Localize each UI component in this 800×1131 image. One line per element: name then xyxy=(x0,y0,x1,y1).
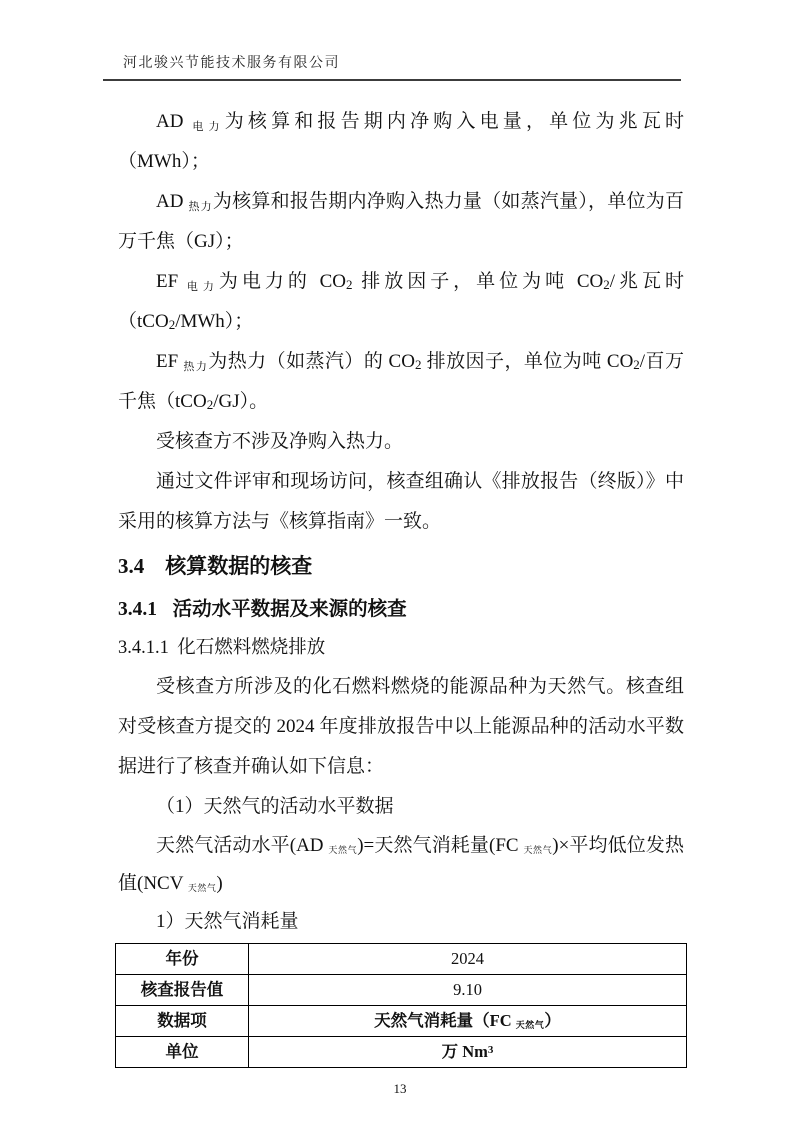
paragraph-method-confirm: 通过文件评审和现场访问，核查组确认《排放报告（终版）》中采用的核算方法与《核算指南》一致。 xyxy=(118,471,684,532)
text-segment: 为电力的 CO xyxy=(218,271,346,292)
paragraph-ad-heat xyxy=(118,182,684,262)
heading-number: 3.4 xyxy=(118,554,145,578)
text-segment: AD xyxy=(156,111,193,132)
text-segment: )=天然气消耗量(FC xyxy=(357,835,524,856)
subscript-2: 2 xyxy=(206,397,214,412)
subscript-heat: 热力 xyxy=(188,201,213,213)
subscript-2: 2 xyxy=(168,317,176,332)
table-row xyxy=(116,975,687,1006)
table-row xyxy=(116,1006,687,1037)
heading-title: 化石燃料燃烧排放 xyxy=(177,638,326,658)
subscript-2: 2 xyxy=(414,357,422,372)
paragraph-formula xyxy=(118,827,684,903)
heading-title: 活动水平数据及来源的核查 xyxy=(172,599,407,620)
table-label-year: 年份 xyxy=(116,944,249,975)
text-segment: )×平均低位发热值(NCV xyxy=(118,835,684,894)
subscript-natural-gas: 天然气 xyxy=(187,883,217,893)
subscript-2: 2 xyxy=(346,277,353,292)
text-segment: ） xyxy=(544,1010,561,1030)
table-value-unit xyxy=(249,1037,687,1068)
text-segment: 为核算和报告期内净购入热力量（如蒸汽量），单位为百万千焦（GJ）； xyxy=(118,191,684,252)
paragraph-ef-electric xyxy=(118,262,684,342)
text-segment: 天然气消耗量（FC xyxy=(374,1010,516,1030)
text-segment: /GJ）。 xyxy=(213,391,269,412)
heading-number: 3.4.1.1 xyxy=(118,638,169,658)
subscript-2: 2 xyxy=(603,277,610,292)
paragraph-item-1: （1）天然气的活动水平数据 xyxy=(156,796,394,817)
text-segment: /百万千焦（tCO xyxy=(118,351,684,412)
subscript-electric: 电力 xyxy=(192,121,225,133)
heading-3-4-1 xyxy=(118,591,684,629)
company-name: 河北骏兴节能技术服务有限公司 xyxy=(123,56,340,71)
heading-number: 3.4.1 xyxy=(118,599,157,620)
paragraph-no-purchased-heat: 受核查方不涉及净购入热力。 xyxy=(156,431,404,452)
subscript-2: 2 xyxy=(633,357,640,372)
table-label-unit: 单位 xyxy=(116,1037,249,1068)
subscript-natural-gas: 天然气 xyxy=(515,1019,545,1030)
text-segment: 为热力（如蒸汽）的 CO xyxy=(208,351,415,372)
heading-title: 核算数据的核查 xyxy=(165,554,313,578)
natural-gas-consumption-table xyxy=(115,943,687,1068)
heading-3-4 xyxy=(118,547,684,585)
subscript-heat: 热力 xyxy=(183,361,209,373)
text-segment: EF xyxy=(156,271,187,292)
text-segment: 万 Nm xyxy=(441,1041,488,1061)
subscript-natural-gas: 天然气 xyxy=(328,845,358,855)
table-value-verified-value: 9.10 xyxy=(249,975,687,1006)
text-segment: /MWh）； xyxy=(175,311,254,332)
text-segment: 天然气活动水平(AD xyxy=(156,835,329,856)
table-label-verified-value: 核查报告值 xyxy=(116,975,249,1006)
page-number: 13 xyxy=(393,1081,407,1096)
text-segment: EF xyxy=(156,351,184,372)
paragraph-ef-heat xyxy=(118,342,684,422)
table-row xyxy=(116,944,687,975)
superscript-3: 3 xyxy=(487,1043,494,1056)
table-value-year: 2024 xyxy=(249,944,687,975)
table-value-data-item xyxy=(249,1006,687,1037)
subscript-electric: 电力 xyxy=(186,281,219,293)
table-label-data-item: 数据项 xyxy=(116,1006,249,1037)
text-segment: /兆瓦时（tCO xyxy=(118,271,685,332)
text-segment: ) xyxy=(216,873,223,894)
page-header xyxy=(103,52,681,81)
subscript-natural-gas: 天然气 xyxy=(523,845,553,855)
paragraph-sub-item-1: 1）天然气消耗量 xyxy=(156,911,299,932)
text-segment: 为核算和报告期内净购入电量，单位为兆瓦时（MWh）； xyxy=(118,111,684,172)
heading-3-4-1-1 xyxy=(118,629,684,667)
document-body xyxy=(118,81,684,1068)
paragraph-fossil-fuel: 受核查方所涉及的化石燃料燃烧的能源品种为天然气。核查组对受核查方提交的 2024 年度排放报告中以上能源品种的活动水平数据进行了核查并确认如下信息： xyxy=(118,676,684,777)
table-row xyxy=(116,1037,687,1068)
paragraph-ad-electric xyxy=(118,102,684,182)
text-segment: AD xyxy=(156,191,189,212)
text-segment: 排放因子，单位为吨 CO xyxy=(421,351,634,372)
text-segment: 排放因子，单位为吨 CO xyxy=(352,271,604,292)
